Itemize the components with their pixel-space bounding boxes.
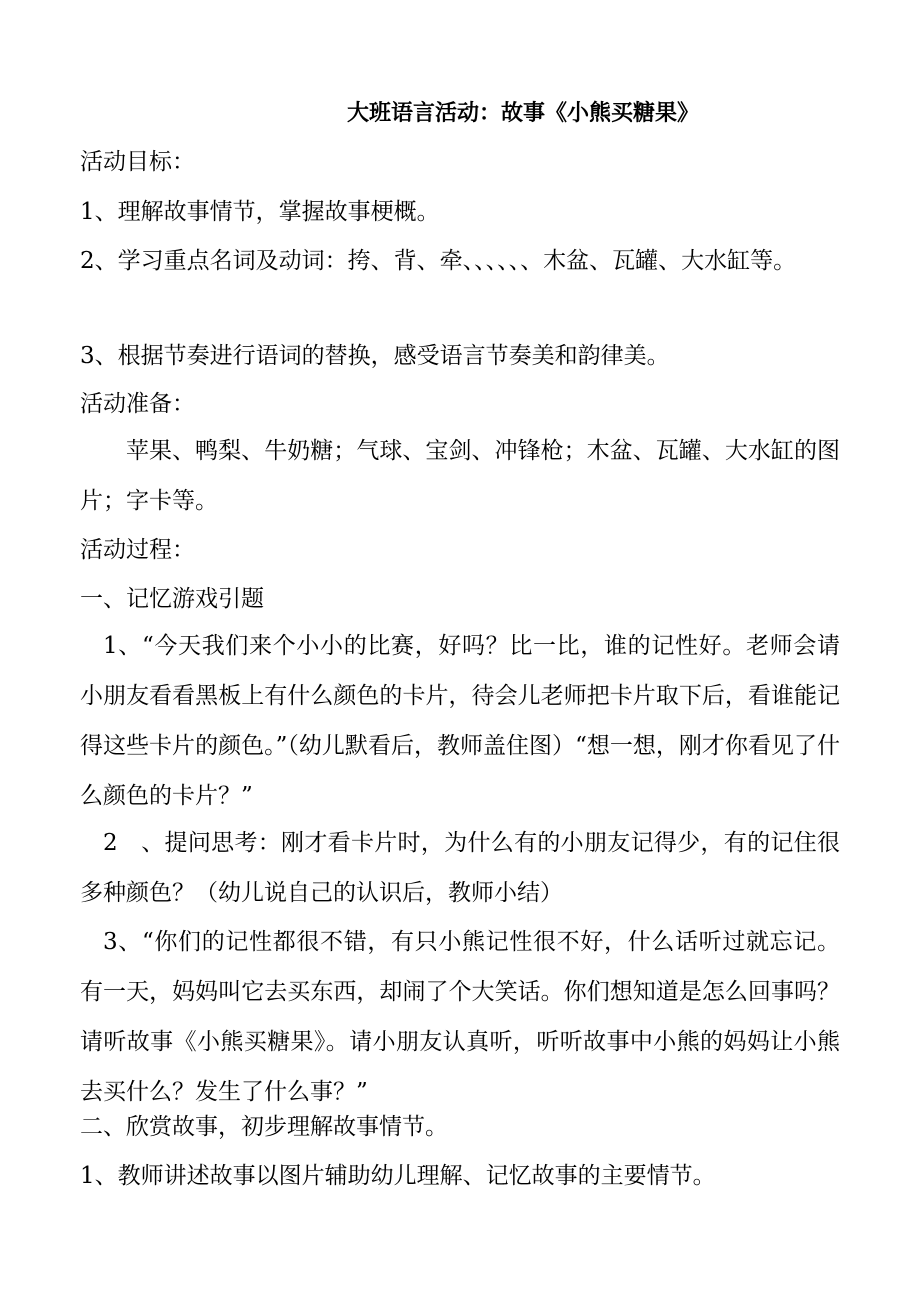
prep-heading: 活动准备： bbox=[80, 391, 195, 417]
step-2-paragraph: 2 、提问思考：刚才看卡片时，为什么有的小朋友记得少，有的记住很多种颜色？（幼儿说自己的认识后，教师小结） bbox=[80, 830, 840, 906]
page-title: 大班语言活动：故事《小熊买糖果》 bbox=[347, 100, 700, 126]
process-heading: 活动过程： bbox=[80, 537, 195, 563]
section-2-step-1: 1、教师讲述故事以图片辅助幼儿理解、记忆故事的主要情节。 bbox=[80, 1163, 716, 1189]
goal-item-1: 1、理解故事情节，掌握故事梗概。 bbox=[80, 199, 440, 225]
step-3-paragraph: 3、“你们的记性都很不错，有只小熊记性很不好，什么话听过就忘记。有一天，妈妈叫它去买东西，却闹了个大笑话。你们想知道是怎么回事吗？请听故事《小熊买糖果》。请小朋友认真听，听听故事中小熊的妈妈让小熊去买什么？发生了什么事？” bbox=[80, 929, 840, 1105]
goal-item-2: 2、学习重点名词及动词：挎、背、牵、、、、、、木盆、瓦罐、大水缸等。 bbox=[80, 248, 797, 274]
prep-paragraph: 苹果、鸭梨、牛奶糖；气球、宝剑、冲锋枪；木盆、瓦罐、大水缸的图片；字卡等。 bbox=[80, 438, 840, 514]
goal-item-3: 3、根据节奏进行语词的替换，感受语言节奏美和韵律美。 bbox=[80, 343, 670, 369]
section-1-heading: 一、记忆游戏引题 bbox=[80, 586, 264, 612]
goals-heading: 活动目标： bbox=[80, 149, 195, 175]
section-2-heading: 二、欣赏故事，初步理解故事情节。 bbox=[80, 1114, 448, 1140]
step-1-paragraph: 1、“今天我们来个小小的比赛，好吗？比一比，谁的记性好。老师会请小朋友看看黑板上有什么颜色的卡片，待会儿老师把卡片取下后，看谁能记得这些卡片的颜色。”（幼儿默看后，教师盖住图）“想一想，刚才你看见了什么颜色的卡片？” bbox=[80, 633, 840, 809]
